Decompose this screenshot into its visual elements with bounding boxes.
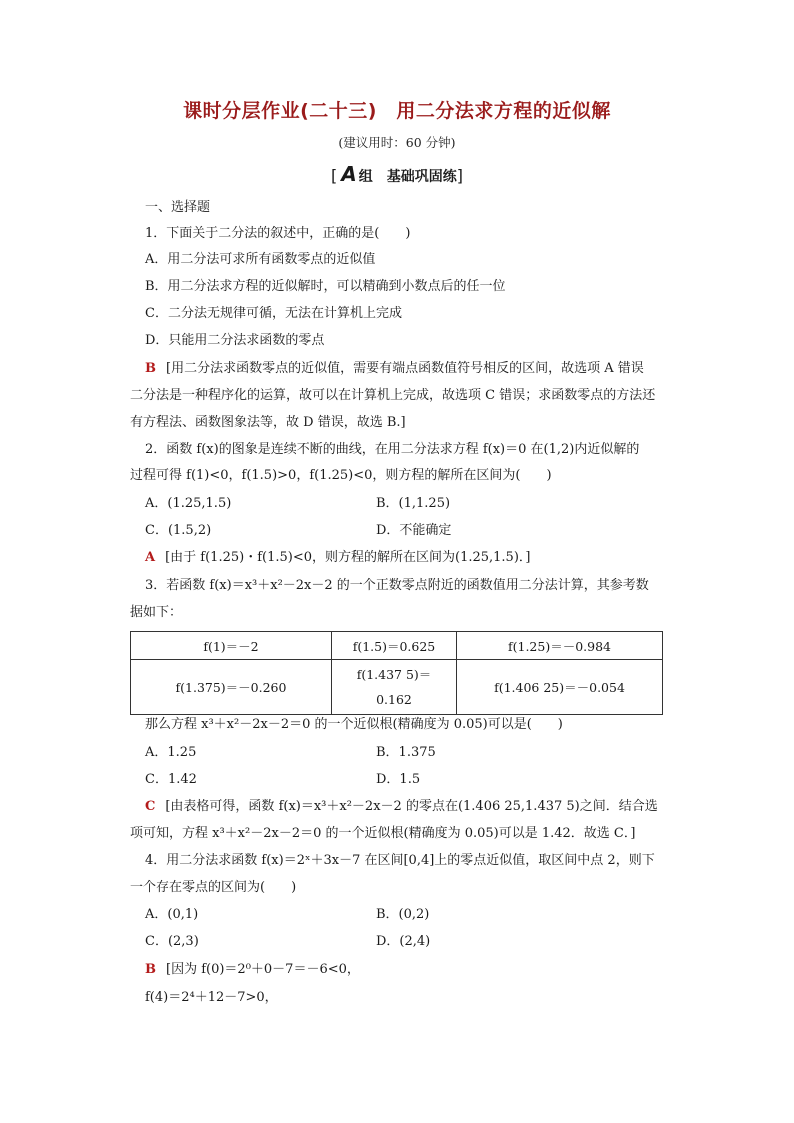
table-row <box>131 660 663 715</box>
q1-option-d: D．只能用二分法求函数的零点 <box>145 333 325 348</box>
q2-option-c: C．(1.5,2) <box>145 523 212 538</box>
q4-stem-1: 4．用二分法求函数 f(x)＝2ˣ＋3x－7 在区间[0,4]上的零点近似值，取区间中点 2，则下 <box>145 853 655 868</box>
table-cell: f(1.5)＝0.625 <box>332 632 457 660</box>
bracket-right: ] <box>456 166 463 185</box>
q4-stem-2: 一个存在零点的区间为( ) <box>130 880 297 895</box>
q4-option-c: C．(2,3) <box>145 934 199 949</box>
q1-stem: 1．下面关于二分法的叙述中，正确的是( ) <box>145 226 411 241</box>
q3-option-a: A．1.25 <box>145 745 197 760</box>
table-cell <box>332 660 457 715</box>
section-heading: 一、选择题 <box>145 200 211 215</box>
q1-option-a: A．用二分法可求所有函数零点的近似值 <box>145 252 376 267</box>
q3-option-b: B．1.375 <box>376 745 436 760</box>
table-cell: f(1.25)＝－0.984 <box>457 632 663 660</box>
table-cell: f(1)＝－2 <box>131 632 332 660</box>
q1-explanation-2: 二分法是一种程序化的运算，故可以在计算机上完成，故选项 C 错误；求函数零点的方法还 <box>130 388 656 403</box>
q1-answer: B <box>145 361 156 376</box>
q3-option-c: C．1.42 <box>145 772 197 787</box>
q1-option-c: C．二分法无规律可循，无法在计算机上完成 <box>145 306 402 321</box>
q1-explanation-3: 有方程法、函数图象法等，故 D 错误，故选 B.] <box>130 415 406 430</box>
group-letter: A <box>341 162 357 186</box>
q3-explanation-1: [由表格可得，函数 f(x)＝x³＋x²－2x－2 的零点在(1.406 25,1.437 5)之间．结合选 <box>165 799 658 814</box>
q4-explanation-2: f(4)＝2⁴＋12－7>0， <box>145 990 278 1005</box>
q1-explanation-1: [用二分法求函数零点的近似值，需要有端点函数值符号相反的区间，故选项 A 错误 <box>166 361 644 376</box>
q2-stem-2: 过程可得 f(1)<0，f(1.5)>0，f(1.25)<0，则方程的解所在区间为( ) <box>130 468 552 483</box>
q2-stem-1: 2．函数 f(x)的图象是连续不断的曲线，在用二分法求方程 f(x)＝0 在(1,2)内近似解的 <box>145 442 640 457</box>
q2-explanation: [由于 f(1.25)・f(1.5)<0，则方程的解所在区间为(1.25,1.5)．] <box>165 550 531 565</box>
group-heading <box>0 162 794 186</box>
q4-option-a: A．(0,1) <box>145 907 199 922</box>
suggested-time: (建议用时：60 分钟) <box>338 135 456 150</box>
table-cell: f(1.406 25)＝－0.054 <box>457 660 663 715</box>
table-cell: f(1.375)＝－0.260 <box>131 660 332 715</box>
q4-option-d: D．(2,4) <box>376 934 431 949</box>
q4-option-b: B．(0,2) <box>376 907 430 922</box>
q3-stem-1: 3．若函数 f(x)＝x³＋x²－2x－2 的一个正数零点附近的函数值用二分法计算，其参考数 <box>145 578 649 593</box>
page-title: 课时分层作业(二十三) 用二分法求方程的近似解 <box>183 100 611 122</box>
q2-answer: A <box>145 550 156 565</box>
group-label: 组 基础巩固练 <box>358 169 457 185</box>
table-cell-line: f(1.437 5)＝ <box>356 667 432 682</box>
q2-option-b: B．(1,1.25) <box>376 496 451 511</box>
q3-stem-2: 据如下： <box>130 605 183 620</box>
q3-option-d: D．1.5 <box>376 772 421 787</box>
table-row <box>131 632 663 660</box>
q2-option-a: A．(1.25,1.5) <box>145 496 232 511</box>
q1-answer-line <box>145 360 644 378</box>
q3-after-table: 那么方程 x³＋x²－2x－2＝0 的一个近似根(精确度为 0.05)可以是( ) <box>145 717 563 732</box>
q3-answer: C <box>145 799 156 814</box>
q3-explanation-2: 项可知，方程 x³＋x²－2x－2＝0 的一个近似根(精确度为 0.05)可以是 1.42．故选 C．] <box>130 826 636 841</box>
table-cell-line: 0.162 <box>376 692 412 707</box>
q2-option-d: D．不能确定 <box>376 523 452 538</box>
q4-answer-line <box>145 961 360 979</box>
reference-data-table <box>130 631 663 715</box>
q4-answer: B <box>145 962 156 977</box>
q1-option-b: B．用二分法求方程的近似解时，可以精确到小数点后的任一位 <box>145 279 506 294</box>
bracket-left: [ <box>331 166 338 185</box>
q3-answer-line <box>145 798 658 816</box>
q2-answer-line <box>145 549 530 567</box>
q4-explanation-1: [因为 f(0)＝2⁰＋0－7＝－6<0， <box>166 962 360 977</box>
